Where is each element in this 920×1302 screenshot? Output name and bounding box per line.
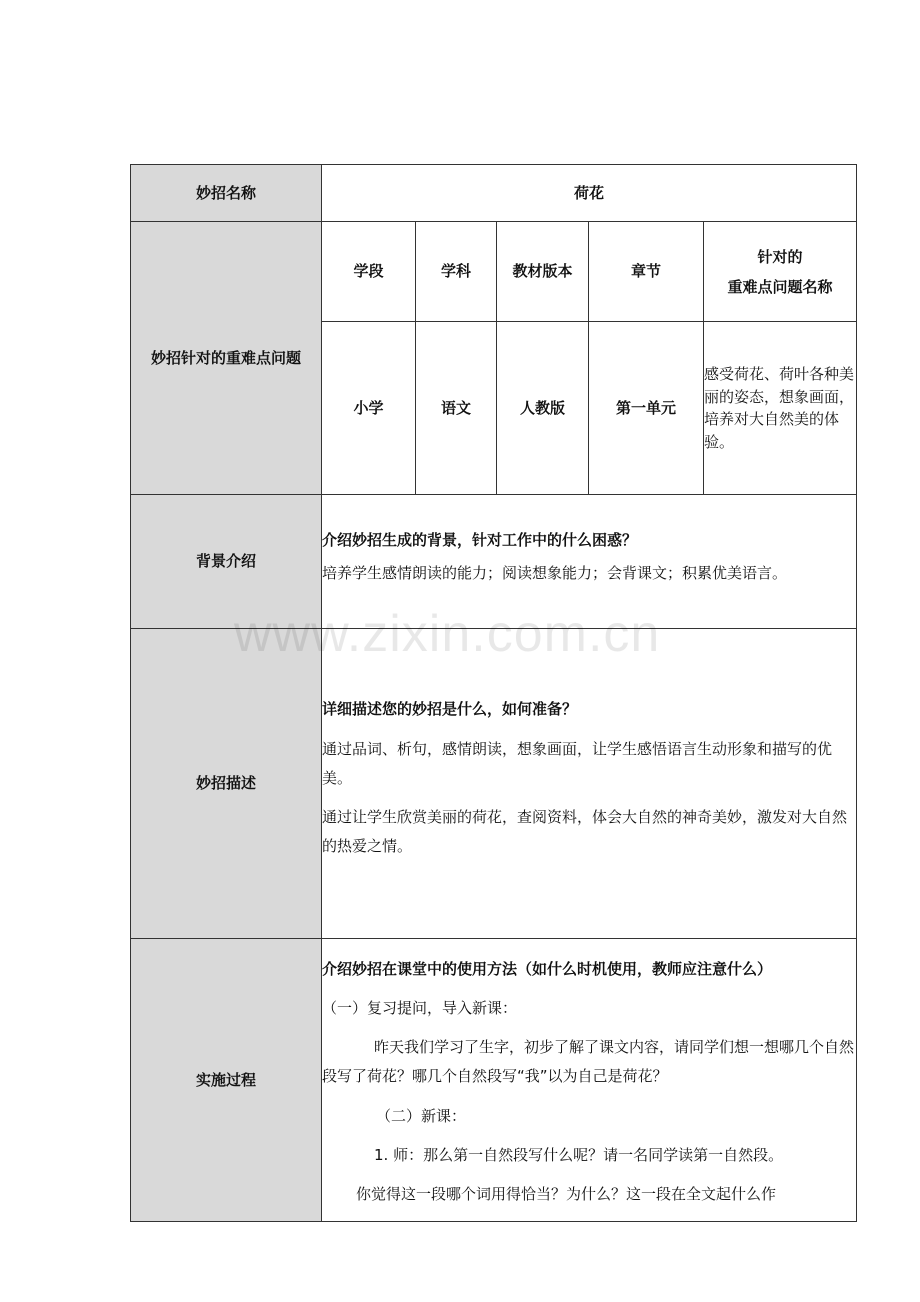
background-question: 介绍妙招生成的背景，针对工作中的什么困惑？	[322, 531, 638, 549]
row-background	[131, 495, 857, 629]
description-paragraph-2: 通过让学生欣赏美丽的荷花，查阅资料，体会大自然的神奇美妙，激发对大自然的热爱之情。	[322, 808, 848, 856]
header-focus-name	[704, 222, 857, 322]
row-name	[131, 165, 857, 222]
row-focus-headers	[131, 222, 857, 322]
value-chapter: 第一单元	[589, 322, 704, 495]
implementation-teacher-1: 1. 师：那么第一自然段写什么呢？请一名同学读第一自然段。	[374, 1145, 784, 1164]
implementation-question-2: 你觉得这一段哪个词用得恰当？为什么？这一段在全文起什么作	[356, 1185, 777, 1204]
value-stage: 小学	[322, 322, 416, 495]
label-name: 妙招名称	[131, 165, 322, 222]
implementation-step-2: （二）新课：	[376, 1106, 467, 1125]
label-background: 背景介绍	[131, 495, 322, 629]
implementation-question: 介绍妙招在课堂中的使用方法（如什么时机使用，教师应注意什么）	[322, 959, 773, 978]
header-subject: 学科	[416, 222, 497, 322]
label-implementation: 实施过程	[131, 939, 322, 1222]
content-implementation	[322, 939, 857, 1222]
value-focus-name: 感受荷花、荷叶各种美丽的姿态，想象画面，培养对大自然美的体验。	[704, 322, 857, 495]
watermark: www.zixin.com.cn	[234, 605, 661, 663]
description-paragraph-1: 通过品词、析句，感情朗读，想象画面，让学生感悟语言生动形象和描写的优美。	[322, 739, 833, 787]
label-description: 妙招描述	[131, 629, 322, 939]
label-focus: 妙招针对的重难点问题	[131, 222, 322, 495]
header-stage: 学段	[322, 222, 416, 322]
value-edition: 人教版	[497, 322, 589, 495]
header-focus-line1: 针对的	[757, 247, 803, 266]
implementation-step-1: （一）复习提问，导入新课：	[322, 998, 518, 1017]
row-implementation	[131, 939, 857, 1222]
content-description	[322, 629, 857, 939]
implementation-paragraph-review	[322, 1033, 856, 1092]
value-name: 荷花	[322, 165, 857, 222]
content-background	[322, 495, 857, 629]
header-focus-line2: 重难点问题名称	[727, 277, 833, 296]
header-edition: 教材版本	[497, 222, 589, 322]
value-subject: 语文	[416, 322, 497, 495]
implementation-review-text: 昨天我们学习了生字，初步了解了课文内容，请同学们想一想哪几个自然段写了荷花？哪几个自然段写“我”以为自己是荷花？	[322, 1038, 855, 1086]
header-chapter: 章节	[589, 222, 704, 322]
form-table	[130, 164, 857, 1222]
description-question: 详细描述您的妙招是什么，如何准备？	[322, 700, 578, 719]
background-answer: 培养学生感情朗读的能力；阅读想象能力；会背课文；积累优美语言。	[322, 563, 788, 582]
row-description	[131, 629, 857, 939]
